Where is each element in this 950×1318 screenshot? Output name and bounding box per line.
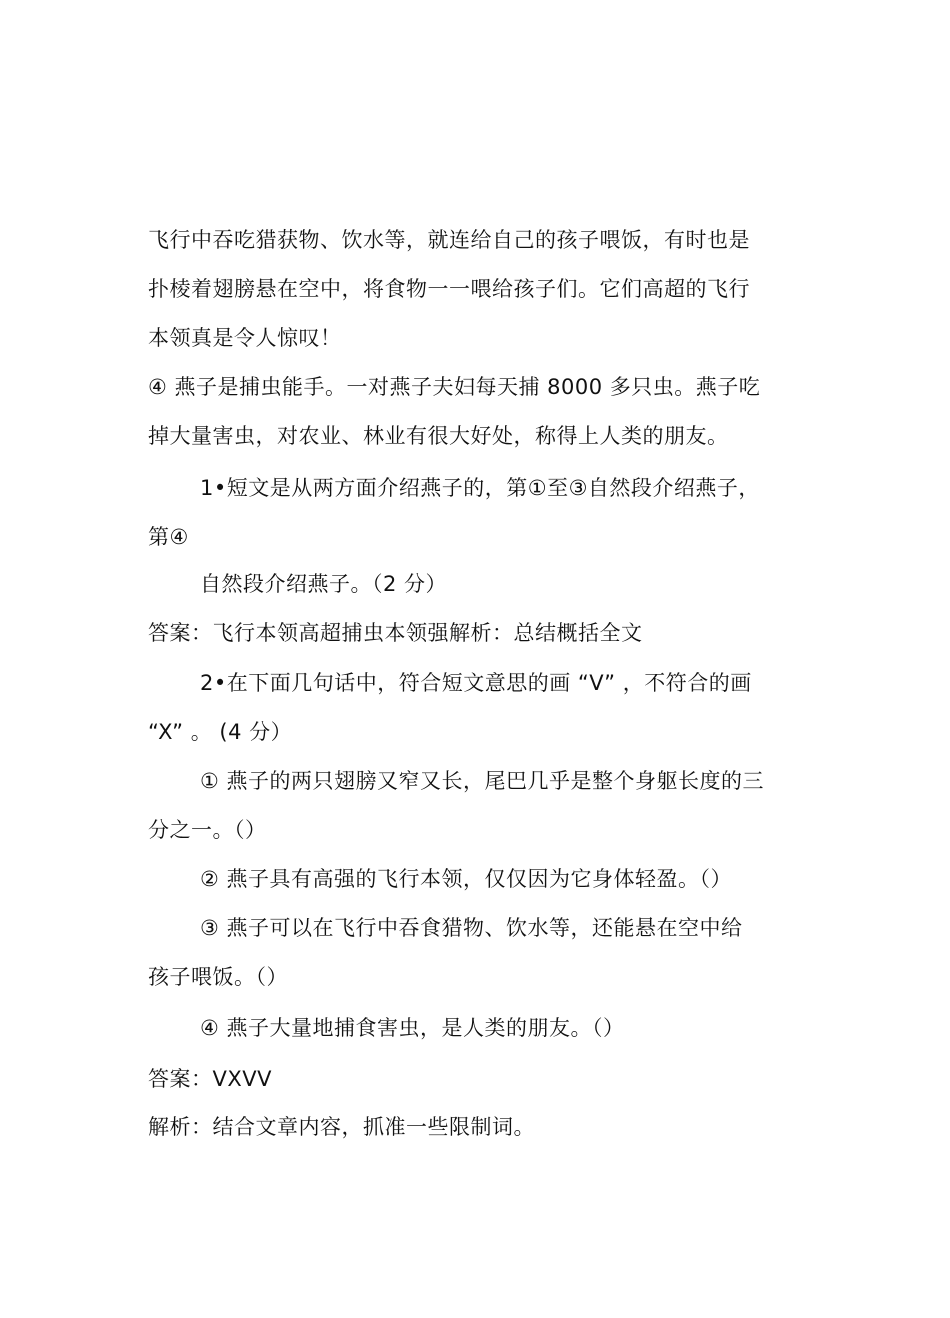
statement-1-line-1: ① 燕子的两只翅膀又窄又长，尾巴几乎是整个身躯长度的三	[200, 769, 764, 793]
statement-1-line-2: 分之一。（）	[148, 818, 267, 842]
statement-3-line-1: ③ 燕子可以在飞行中吞食猎物、饮水等，还能悬在空中给	[200, 916, 743, 940]
question-1-answer: 答案：飞行本领高超捕虫本领强解析：总结概括全文	[148, 621, 643, 645]
statement-4: ④ 燕子大量地捕食害虫，是人类的朋友。（）	[200, 1016, 625, 1040]
question-2-line-1: 2•在下面几句话中，符合短文意思的画 “V” ，不符合的画	[200, 671, 752, 695]
question-2-answer: 答案：VXVV	[148, 1067, 272, 1091]
statement-2: ② 燕子具有高强的飞行本领，仅仅因为它身体轻盈。（）	[200, 867, 732, 891]
question-1-line-1: 1•短文是从两方面介绍燕子的，第①至③自然段介绍燕子，	[200, 476, 760, 500]
paragraph-3-line-1: 飞行中吞吃猎获物、饮水等，就连给自己的孩子喂饭，有时也是	[148, 228, 750, 252]
question-2-line-2: “X” 。 (4 分）	[148, 720, 293, 744]
statement-3-line-2: 孩子喂饭。（）	[148, 965, 288, 989]
paragraph-3-line-2: 扑棱着翅膀悬在空中，将食物一一喂给孩子们。它们高超的飞行	[148, 277, 750, 301]
paragraph-3-line-3: 本领真是令人惊叹！	[148, 326, 342, 350]
paragraph-4-line-2: 掉大量害虫，对农业、林业有很大好处，称得上人类的朋友。	[148, 424, 729, 448]
question-1-line-3: 自然段介绍燕子。（2 分）	[200, 572, 448, 596]
paragraph-4-line-1: ④ 燕子是捕虫能手。一对燕子夫妇每天捕 8000 多只虫。燕子吃	[148, 375, 761, 399]
question-2-explanation: 解析：结合文章内容，抓准一些限制词。	[148, 1115, 535, 1139]
question-1-line-2: 第④	[148, 525, 189, 549]
